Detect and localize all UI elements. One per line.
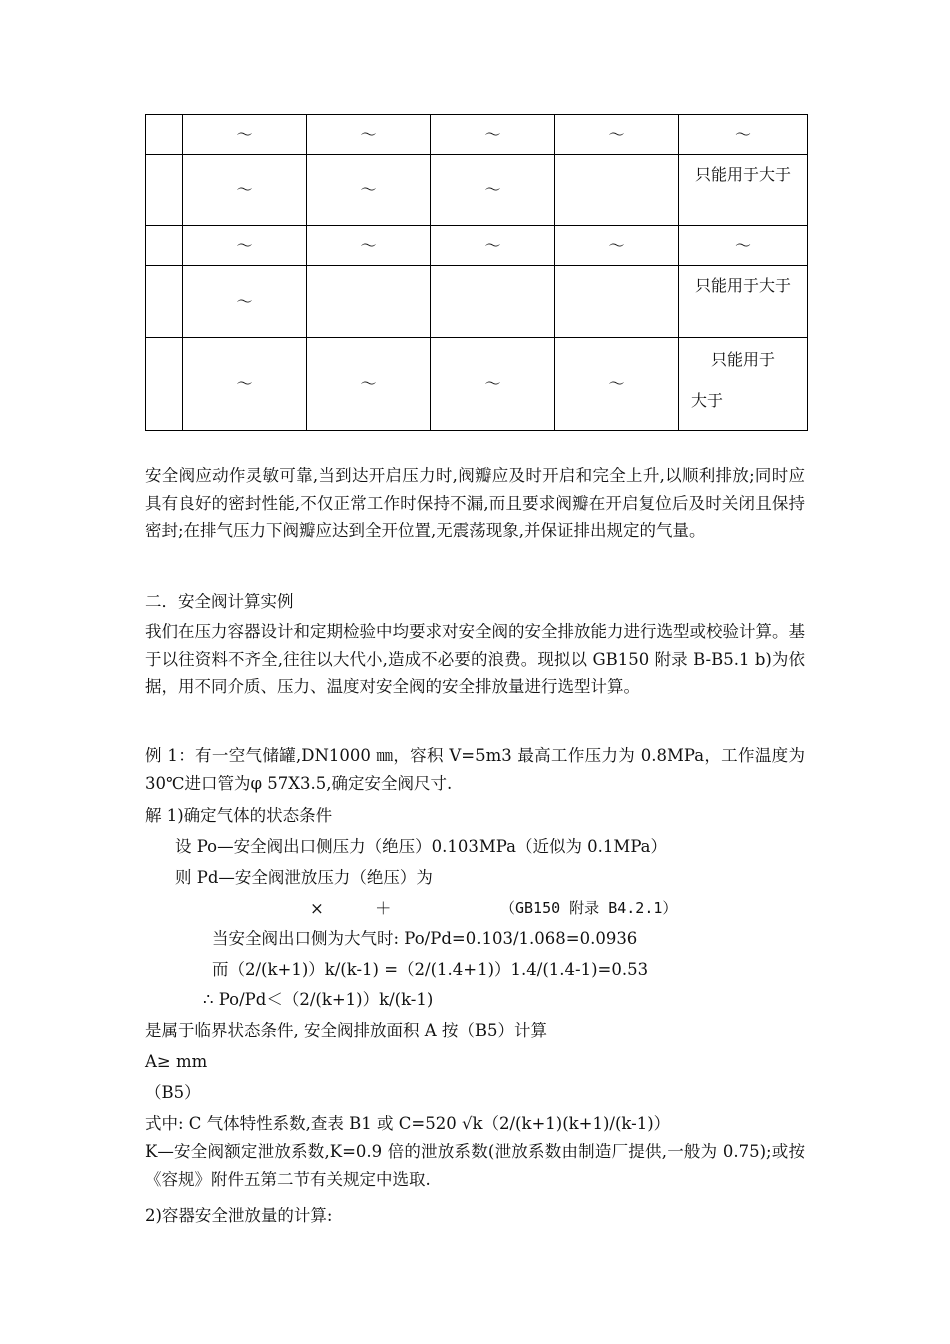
solution-step-1: 解 1)确定气体的状态条件 [145, 806, 333, 825]
table-cell [555, 266, 679, 338]
table-cell: ～ [679, 115, 808, 155]
then-pd: 则 Pd—安全阀泄放压力（绝压）为 [175, 868, 433, 887]
table-cell: ～ [555, 115, 679, 155]
critical-state-line: 是属于临界状态条件, 安全阀排放面积 A 按（B5）计算 [145, 1021, 548, 1040]
ratio-line: 当安全阀出口侧为大气时: Po/Pd=0.103/1.068=0.0936 [212, 929, 638, 948]
table-note-cell: 只能用于大于 [679, 155, 808, 226]
table-cell: ～ [183, 226, 307, 266]
note-line: 只能用于 [710, 350, 775, 369]
table-cell: ～ [307, 155, 431, 226]
table-row [146, 266, 808, 338]
table-cell: ～ [307, 338, 431, 431]
table-cell: ～ [183, 155, 307, 226]
paragraph-example: 例 1：有一空气储罐,DN1000 ㎜，容积 V=5m3 最高工作压力为 0.8MPa，工作温度为 30℃进口管为φ 57X3.5,确定安全阀尺寸. [145, 746, 805, 793]
table-cell: ～ [183, 338, 307, 431]
paragraph-valve-requirements: 安全阀应动作灵敏可靠,当到达开启压力时,阀瓣应及时开启和完全上升,以顺利排放;同时应具有良好的密封性能,不仅正常工作时保持不漏,而且要求阀瓣在开启复位后及时关闭且保持密封;在排气压力下阀瓣应达到全开位置,无震荡现象,并保证排出规定的气量。 [145, 466, 805, 540]
table-note-cell: 只能用于大于 [679, 266, 808, 338]
table-cell: ～ [679, 226, 808, 266]
table-cell: ～ [183, 266, 307, 338]
assume-po: 设 Po—安全阀出口侧压力（绝压）0.103MPa（近似为 0.1MPa） [175, 837, 668, 856]
formula-reference: （GB150 附录 B4.2.1） [500, 899, 678, 917]
step-2-heading: 2)容器安全泄放量的计算: [145, 1206, 333, 1225]
formula-plus: ＋ [375, 899, 392, 918]
table-row [146, 338, 808, 431]
spec-table [145, 114, 808, 431]
table-note-cell [679, 338, 808, 431]
table-cell [146, 338, 183, 431]
table-cell: ～ [307, 115, 431, 155]
table-cell: ～ [183, 115, 307, 155]
coefficient-c-line: 式中: C 气体特性系数,查表 B1 或 C=520 √k（2/(k+1)(k+1)/(k-1)） [145, 1114, 671, 1133]
paragraph-intro: 我们在压力容器设计和定期检验中均要求对安全阀的安全排放能力进行选型或校验计算。基于以往资料不齐全,往往以大代小,造成不必要的浪费。现拟以 GB150 附录 B-B5.1 b)为依据，用不同介质、压力、温度对安全阀的安全排放量进行选型计算。 [145, 622, 805, 696]
table-cell: ～ [555, 226, 679, 266]
table-cell: ～ [307, 226, 431, 266]
table-row [146, 115, 808, 155]
section-heading: 二．安全阀计算实例 [145, 592, 294, 611]
table-cell [555, 155, 679, 226]
table-cell [307, 266, 431, 338]
coefficient-k-paragraph: K—安全阀额定泄放系数,K=0.9 倍的泄放系数(泄放系数由制造厂提供,一般为 0.75);或按《容规》附件五第二节有关规定中选取. [145, 1142, 805, 1189]
table-row [146, 155, 808, 226]
table-cell [146, 115, 183, 155]
table-cell: ～ [431, 115, 555, 155]
table-row [146, 226, 808, 266]
table-cell: ～ [555, 338, 679, 431]
table-cell [431, 266, 555, 338]
note-line: 大于 [691, 391, 724, 410]
critical-ratio-line: 而（2/(k+1)）k/(k-1) =（2/(1.4+1)）1.4/(1.4-1)=0.53 [212, 960, 649, 979]
formula-times: × [310, 899, 324, 918]
table-cell: ～ [431, 155, 555, 226]
therefore-line: ∴ Po/Pd＜（2/(k+1)）k/(k-1) [203, 990, 434, 1009]
table-cell [146, 155, 183, 226]
table-cell: ～ [431, 226, 555, 266]
area-formula: A≥ mm [145, 1052, 208, 1071]
table-cell [146, 226, 183, 266]
b5-label: （B5） [145, 1083, 201, 1102]
table-cell: ～ [431, 338, 555, 431]
table-cell [146, 266, 183, 338]
